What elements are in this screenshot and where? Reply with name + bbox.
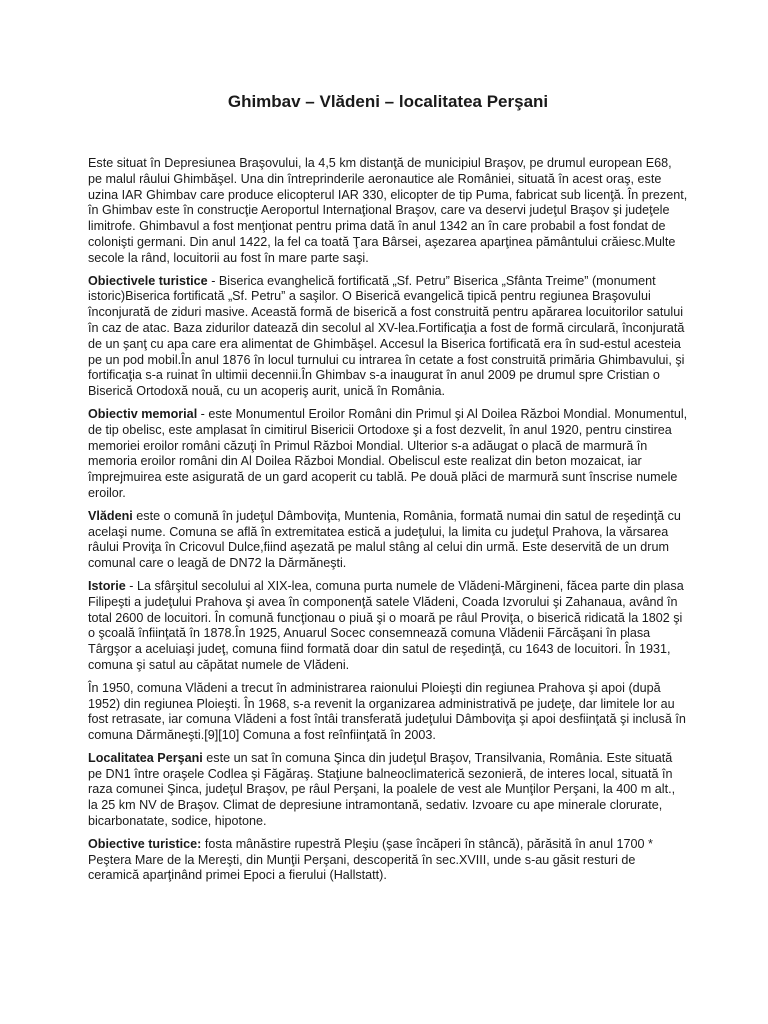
paragraph-tourist-objectives: Obiectivele turistice - Biserica evanghelică fortificată „Sf. Petru” Biserica „Sfânta Treime” (monument istoric)Biserica fortificată „Sf. Petru” a saşilor. O Biserică evangelică tipică pentru regiunea Braşovului înconjurată de ziduri masive. Această formă de biserică a fost construită pentru apărarea locuitorilor satului în caz de atac. Baza zidurilor datează din secolul al XV-lea.Fortificaţia a fost de formă circulară, înconjurată de un şanţ cu apa care era alimentat de Ghimbăşel. Accesul la Biserica fortificată era în sud-estul acesteia pe un pod mobil.În anul 1876 în locul turnului cu intrarea în cetate a fost construită primăria Ghimbavului, şi fortificaţia s-a ruinat în ultimii decennii.În Ghimbav s-a inaugurat în anul 2009 pe drumul spre Cristian o Biserică Ortodoxă nouă, cu un acoperiş aurit, unică în România. — [88, 273, 685, 399]
paragraph-persani-objectives: Obiective turistice: fosta mânăstire rupestră Pleşiu (şase încăperi în stâncă), părăsită în anul 1700 * Peştera Mare de la Mereşti, din Munţii Perşani, descoperită în sec.XVIII, unde s-au găsit resturi de ceramică aparţinând primei Epoci a fierului (Hallstatt). — [88, 836, 653, 883]
paragraph-persani: Localitatea Perşani este un sat în comuna Şinca din judeţul Braşov, Transilvania, România. Este situată pe DN1 între oraşele Codlea şi Făgăraş. Staţiune balneoclimaterică sezonieră, de interes local, situată în raza comunei Şinca, judeţul Braşov, pe râul Perşani, la poalele de vest ale Munţilor Perşani, la 400 m alt., la 25 km NV de Braşov. Climat de depresiune intramontană, sedativ. Izvoare cu ape minerale clorurate, bicarbonatate, sodice, hipotone. — [88, 750, 676, 829]
heading-obiective-turistice: Obiective turistice: — [88, 836, 202, 851]
paragraph-vladeni: Vlădeni este o comună în judeţul Dâmboviţa, Muntenia, România, formată numai din satul de reşedinţă cu acelaşi nume. Comuna se află în extremitatea estică a judeţului, la limita cu judeţul Prahova, la vărsarea râului Proviţa în Cricovul Dulce,fiind aşezată pe malul stâng al celui din urmă. Este deservită de un drum comunal care o leagă de DN72 la Dărmăneşti. — [88, 508, 681, 571]
heading-localitatea-persani: Localitatea Perşani — [88, 750, 203, 765]
document-title: Ghimbav – Vlădeni – localitatea Perşani — [227, 92, 549, 111]
heading-obiectivele-turistice: Obiectivele turistice — [88, 273, 208, 288]
heading-vladeni: Vlădeni — [88, 508, 133, 523]
paragraph-intro: Este situat în Depresiunea Braşovului, la 4,5 km distanţă de municipiul Braşov, pe drumul european E68, pe malul râului Ghimbăşel. Una din întreprinderile aeronautice ale României, situată în acest oraş, este uzina IAR Ghimbav care produce elicopterul IAR 330, elicopter de tip Puma, fabricat sub licenţă. În prezent, în Ghimbav este în construcţie Aeroportul Internaţional Braşov, care va deservi judeţul Braşov şi judeţele limitrofe. Ghimbavul a fost menţionat pentru prima dată în anul 1342 an în care probabil a fost fondat de colonişti germani. Din anul 1422, la fel ca toată Ţara Bârsei, aşezarea aparţinea pământului crăiesc.Multe secole la rând, locuitorii au fost în mare parte saşi. — [88, 156, 688, 265]
paragraph-memorial: Obiectiv memorial - este Monumentul Eroilor Români din Primul şi Al Doilea Război Mondial. Monumentul, de tip obelisc, este amplasat în cimitirul Bisericii Ortodoxe şi a fost dezvelit, în anul 1920, pentru cinstirea memoriei eroilor români căzuţi în Primul Război Mondial. Ulterior s-a adăugat o placă de marmură în memoria eroilor români din Al Doilea Război Mondial. Obeliscul este realizat din beton mozaicat, iar împrejmuirea este asigurată de un gard acoperit cu tablă. Pe două plăci de marmură sunt înscrise numele eroilor. — [88, 406, 688, 500]
paragraph-history-cont: În 1950, comuna Vlădeni a trecut în administrarea raionului Ploieşti din regiunea Prahova şi apoi (după 1952) din regiunea Ploieşti. În 1968, s-a revenit la organizarea administrativă pe judeţe, dar limitele lor au fost retrasate, iar comuna Vlădeni a fost întâi transferată judeţului Dâmboviţa şi apoi desfiinţată şi inclusă în comuna Dărmăneşti.[9][10] Comuna a fost reînfiinţată în 2003. — [88, 680, 686, 743]
paragraph-history: Istorie - La sfârşitul secolului al XIX-lea, comuna purta numele de Vlădeni-Mărgineni, făcea parte din plasa Filipeşti a judeţului Prahova şi avea în componenţă satele Vlădeni, Coada Izvorului şi Zahanaua, având în total 2600 de locuitori. În comună funcţionau o piuă şi o moară pe râul Proviţa, o biserică ridicată la 1802 şi o şcoală înfiinţată în 1878.În 1925, Anuarul Socec consemnează comuna Vlădenii Fărcăşani în plasa Târgşor a aceluiaşi judeţ, comuna fiind formată doar din satul de reşedinţă, cu 1643 de locuitori. În 1931, comuna şi satul au căpătat numele de Vlădeni. — [88, 578, 684, 672]
heading-obiectiv-memorial: Obiectiv memorial — [88, 406, 198, 421]
document-body — [88, 156, 688, 884]
heading-istorie: Istorie — [88, 578, 126, 593]
